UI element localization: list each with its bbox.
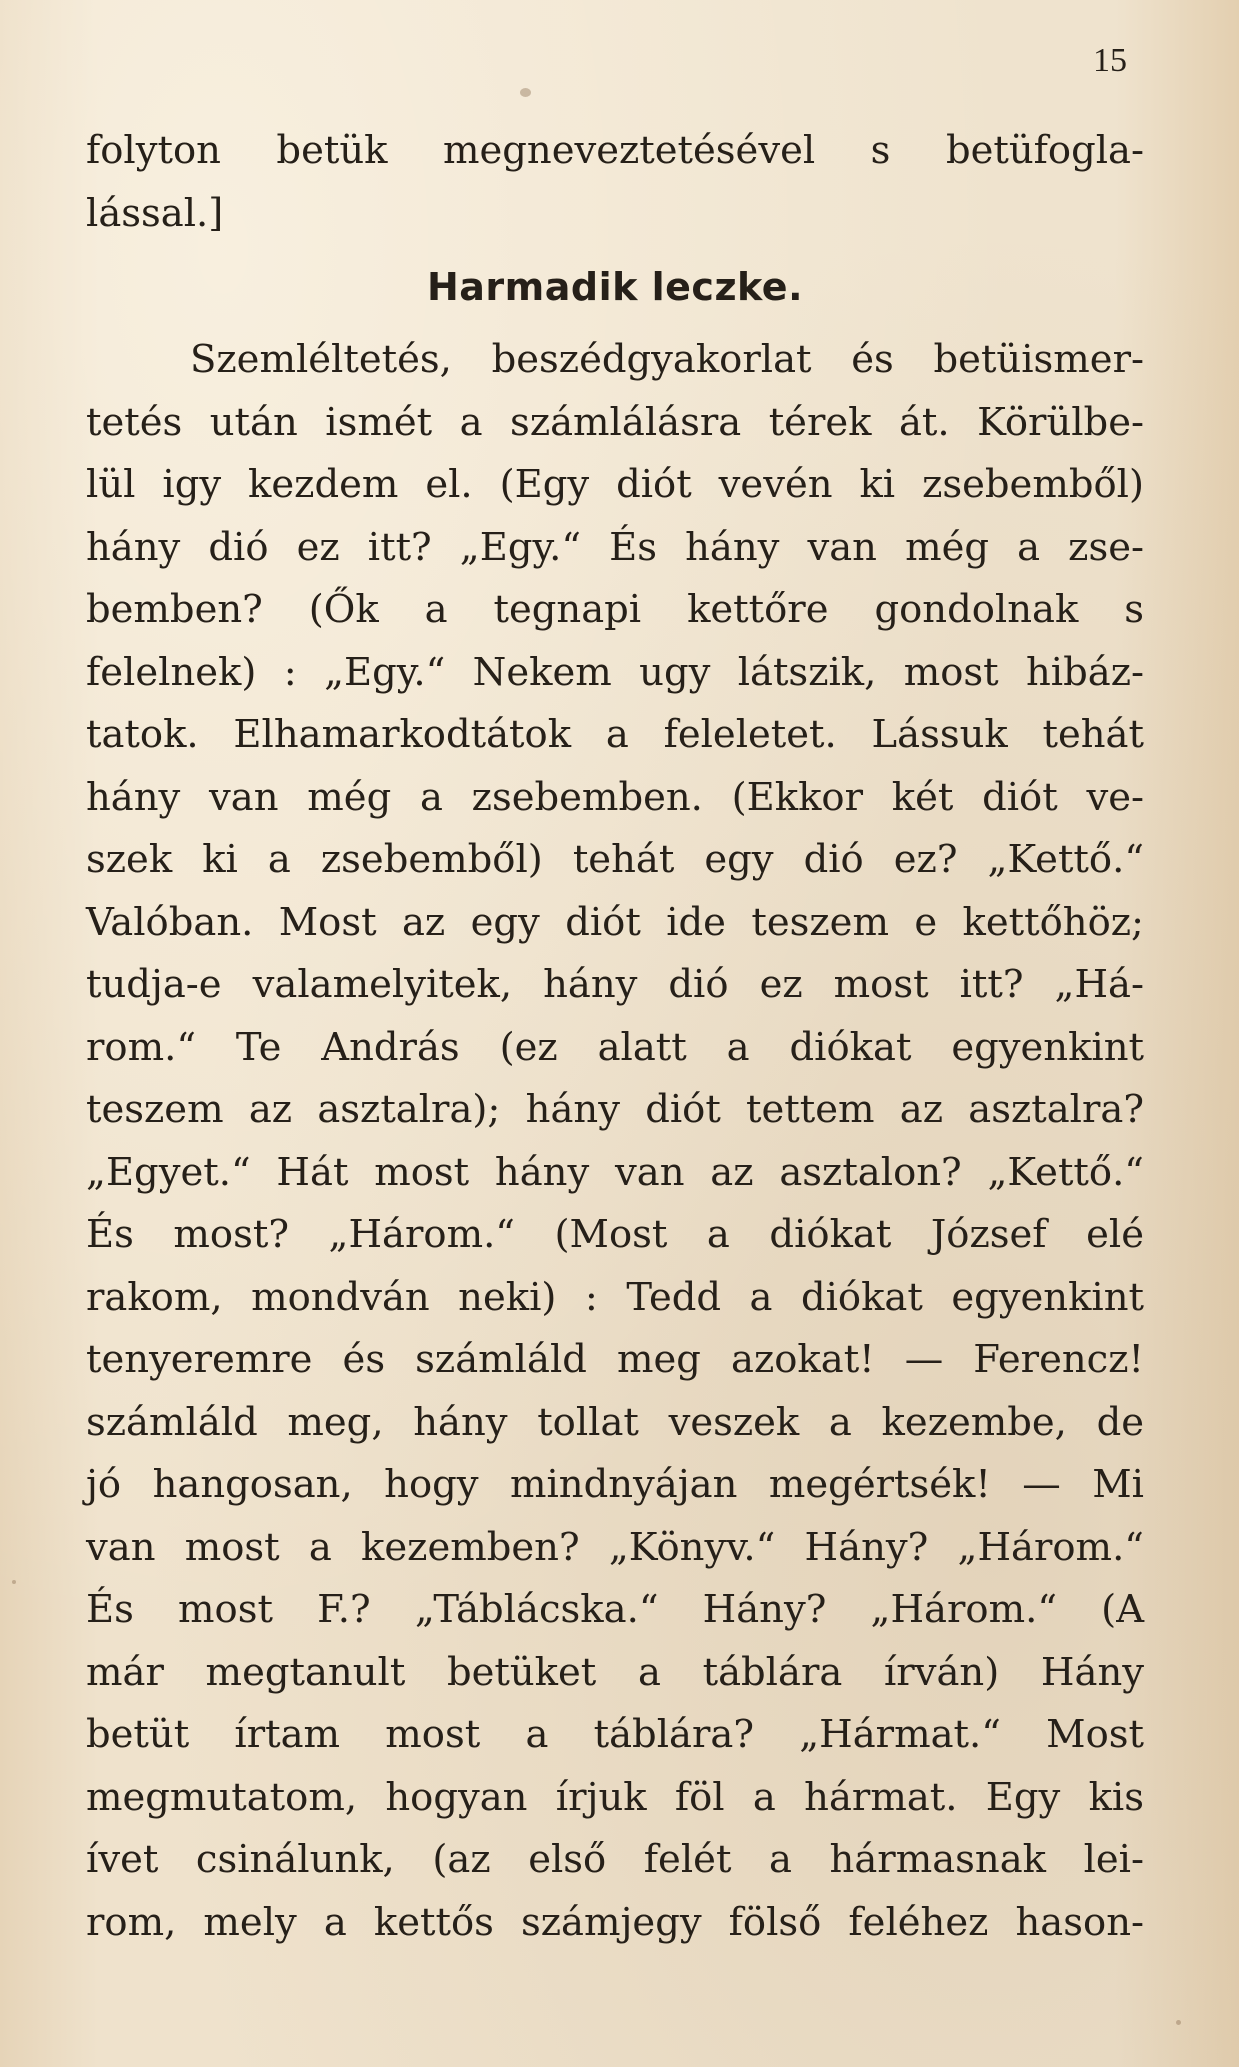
text-line: És most F.? „Táblácska.“ Hány? „Három.“ (A (86, 1587, 1144, 1632)
text-line: már megtanult betüket a táblára írván) Hány (86, 1649, 1144, 1695)
text-line: megmutatom, hogyan írjuk föl a hármat. Egy kis (86, 1774, 1144, 1820)
text-line: rakom, mondván neki) : Tedd a diókat egyenkint (86, 1274, 1144, 1320)
text-line: felelnek) : „Egy.“ Nekem ugy látszik, most hibáz- (86, 649, 1144, 695)
text-line: „Egyet.“ Hát most hány van az asztalon? „Kettő.“ (86, 1149, 1144, 1195)
section-heading: Harmadik leczke. (426, 265, 804, 309)
text-body (86, 120, 1144, 1954)
text-line: Valóban. Most az egy diót ide teszem e kettőhöz; (86, 899, 1144, 945)
paper-speck (12, 1580, 16, 1584)
text-line: ívet csinálunk, (az első felét a hármasnak lei- (86, 1837, 1144, 1882)
text-line: rom, mely a kettős számjegy fölső feléhez hason- (86, 1899, 1144, 1945)
text-line: számláld meg, hány tollat veszek a kezembe, de (86, 1399, 1144, 1445)
text-line: bemben? (Ők a tegnapi kettőre gondolnak s (86, 587, 1144, 632)
text-line: lül igy kezdem el. (Egy diót vevén ki zsebemből) (86, 462, 1144, 507)
paper-speck (1176, 2020, 1181, 2025)
page-number: 15 (1093, 42, 1127, 79)
text-line: tatok. Elhamarkodtátok a feleletet. Lássuk tehát (86, 712, 1144, 757)
text-line: hány van még a zsebemben. (Ekkor két diót ve- (86, 774, 1144, 820)
text-line: betüt írtam most a táblára? „Hármat.“ Most (86, 1712, 1144, 1757)
text-line: És most? „Három.“ (Most a diókat József elé (86, 1212, 1144, 1257)
text-line: hány dió ez itt? „Egy.“ És hány van még a zse- (86, 524, 1144, 570)
text-line: rom.“ Te András (ez alatt a diókat egyenkint (86, 1024, 1144, 1070)
text-line: van most a kezemben? „Könyv.“ Hány? „Három.“ (86, 1524, 1144, 1570)
text-line: teszem az asztalra); hány diót tettem az asztalra? (86, 1087, 1144, 1132)
text-line: szek ki a zsebemből) tehát egy dió ez? „Kettő.“ (86, 837, 1144, 882)
text-line: tudja-e valamelyitek, hány dió ez most itt? „Há- (86, 962, 1144, 1007)
text-line: folyton betük megneveztetésével s betüfogla- (86, 128, 1144, 173)
text-line: lással.] (86, 190, 224, 236)
text-line: jó hangosan, hogy mindnyájan megértsék! — Mi (86, 1462, 1144, 1507)
text-line: tenyeremre és számláld meg azokat! — Ferencz! (86, 1337, 1144, 1382)
text-line: Szemléltetés, beszédgyakorlat és betüismer- (190, 337, 1144, 382)
paper-speck (520, 88, 531, 97)
text-line: tetés után ismét a számlálásra térek át. Körülbe- (86, 399, 1144, 445)
